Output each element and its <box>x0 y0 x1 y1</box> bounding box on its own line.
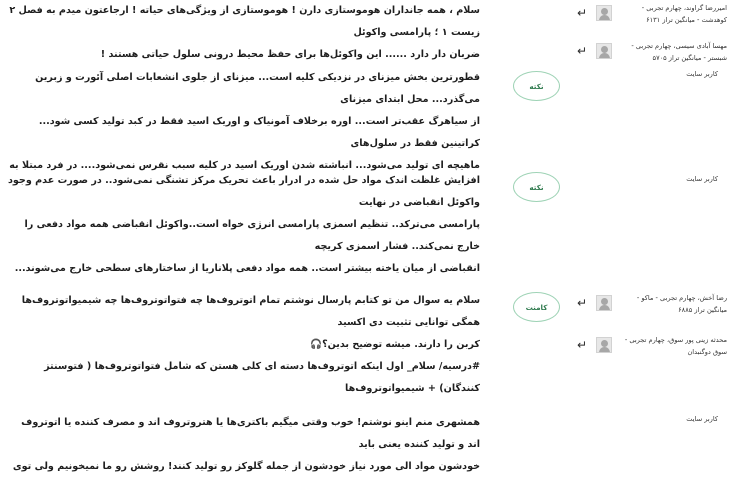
comment-body: سلام ، همه جانداران هوموستازی دارن ! هوموستازی از ویژگی‌های حیاته ! ارجاعتون میدم به فصل ۲ زیست ۱ ؛ پارامسی واکوئل ضربان دار دارد ...... این واکوئل‌ها برای حفظ محیط درونی سلول حیاتی هستند ! <box>9 5 480 60</box>
comment-post <box>0 0 729 78</box>
site-user-label: کاربر سایت <box>686 70 718 78</box>
comment-post <box>0 65 729 170</box>
avatar <box>596 5 612 21</box>
reply-author-entry <box>575 292 727 324</box>
author-name[interactable]: رضا آخش، چهارم تجربی - ماکو - میانگین تراز ۶۸۸۵ <box>636 294 727 314</box>
reply-arrow-icon[interactable]: ↵ <box>576 296 588 310</box>
comment-body: قطورترین بخش میزنای در نزدیکی کلیه است... میزنای از جلوی انشعابات اصلی آئورت و زبرین می‌گذرد... محل ابتدای میزنای از سیاهرگ عقب‌تر است... اوره برخلاف آمونیاک و اوریک اسید فقط در کبد تولید کسی شود... کراتینین فقط در سلول‌های ماهیچه ای تولید می‌شود... انباشته شدن اوریک اسید در کلیه سبب نقرس نمی‌شود.... در فرد مبتلا به <box>9 72 480 171</box>
comment-body: همشهری منم اینو نوشتم! خوب وقتی میگیم باکتری‌ها یا هتروتروف اند و مصرف کننده یا اتوتروف اند و تولید کننده یعنی باید خودشون مواد الی مورد نیاز خودشون از جمله گلوکز رو تولید کنند! روشش رو ما نمیخونیم ولی توی <box>12 417 480 472</box>
site-user-label: کاربر سایت <box>686 175 718 183</box>
comment-post <box>0 290 729 400</box>
avatar <box>596 295 612 311</box>
comment-body: افزایش غلظت اندک مواد حل شده در ادرار باعث تحریک مرکز تشنگی نمی‌شود.. در صورت عدم وجود واکوئل انقباضی در نهایت پارامسی می‌ترکد.. تنظیم اسمزی پارامسی انرژی خواه است..واکوئل انقباضی همه مواد دفعی را خارج نمی‌کند.. فشار اسمزی کریچه انقباضی از میان یاخته بیشتر است.. همه مواد دفعی پلاناریا از ساختارهای سطحی خارج می‌شوند... <box>7 175 480 274</box>
comment-post <box>0 170 729 280</box>
author-name[interactable]: امیررضا گراوند، چهارم تجربی - کوهدشت - میانگین تراز ۶۱۳۱ <box>641 4 727 24</box>
author-name[interactable]: محدثه زینی پور سوق، چهارم تجربی - سوق دوگنبدان <box>624 336 727 356</box>
author-name[interactable]: مهسا آبادی سیسی، چهارم تجربی - شبستر - میانگین تراز ۵۷۰۵ <box>631 42 727 62</box>
reply-arrow-icon[interactable]: ↵ <box>576 44 588 58</box>
reply-arrow-icon[interactable]: ↵ <box>576 338 588 352</box>
reply-arrow-icon[interactable]: ↵ <box>576 6 588 20</box>
avatar <box>596 337 612 353</box>
avatar <box>596 43 612 59</box>
tip-badge: نکته <box>513 71 560 101</box>
site-user-label: کاربر سایت <box>686 415 718 423</box>
reply-author-entry <box>575 2 727 32</box>
comment-post <box>0 410 729 486</box>
comment-badge: کامنت <box>513 292 560 322</box>
reply-author-entry <box>575 334 727 364</box>
tip-badge: نکته <box>513 172 560 202</box>
comment-body: سلام یه سوال من تو کتابم پارسال نوشتم تمام اتوتروف‌ها چه فتواتوتروف‌ها چه شیمیواتوتروف‌ها همگی توانایی تثبیت دی اکسید کربن را دارند. میشه توضیح بدین؟🎧 #درسیه/ سلام_ اول اینکه اتوتروف‌ها دسته ای کلی هستن که شامل فتواتوتروف‌ها ( فتوسنتز کنندگان) + شیمیواتوتروف‌ها <box>21 295 480 394</box>
